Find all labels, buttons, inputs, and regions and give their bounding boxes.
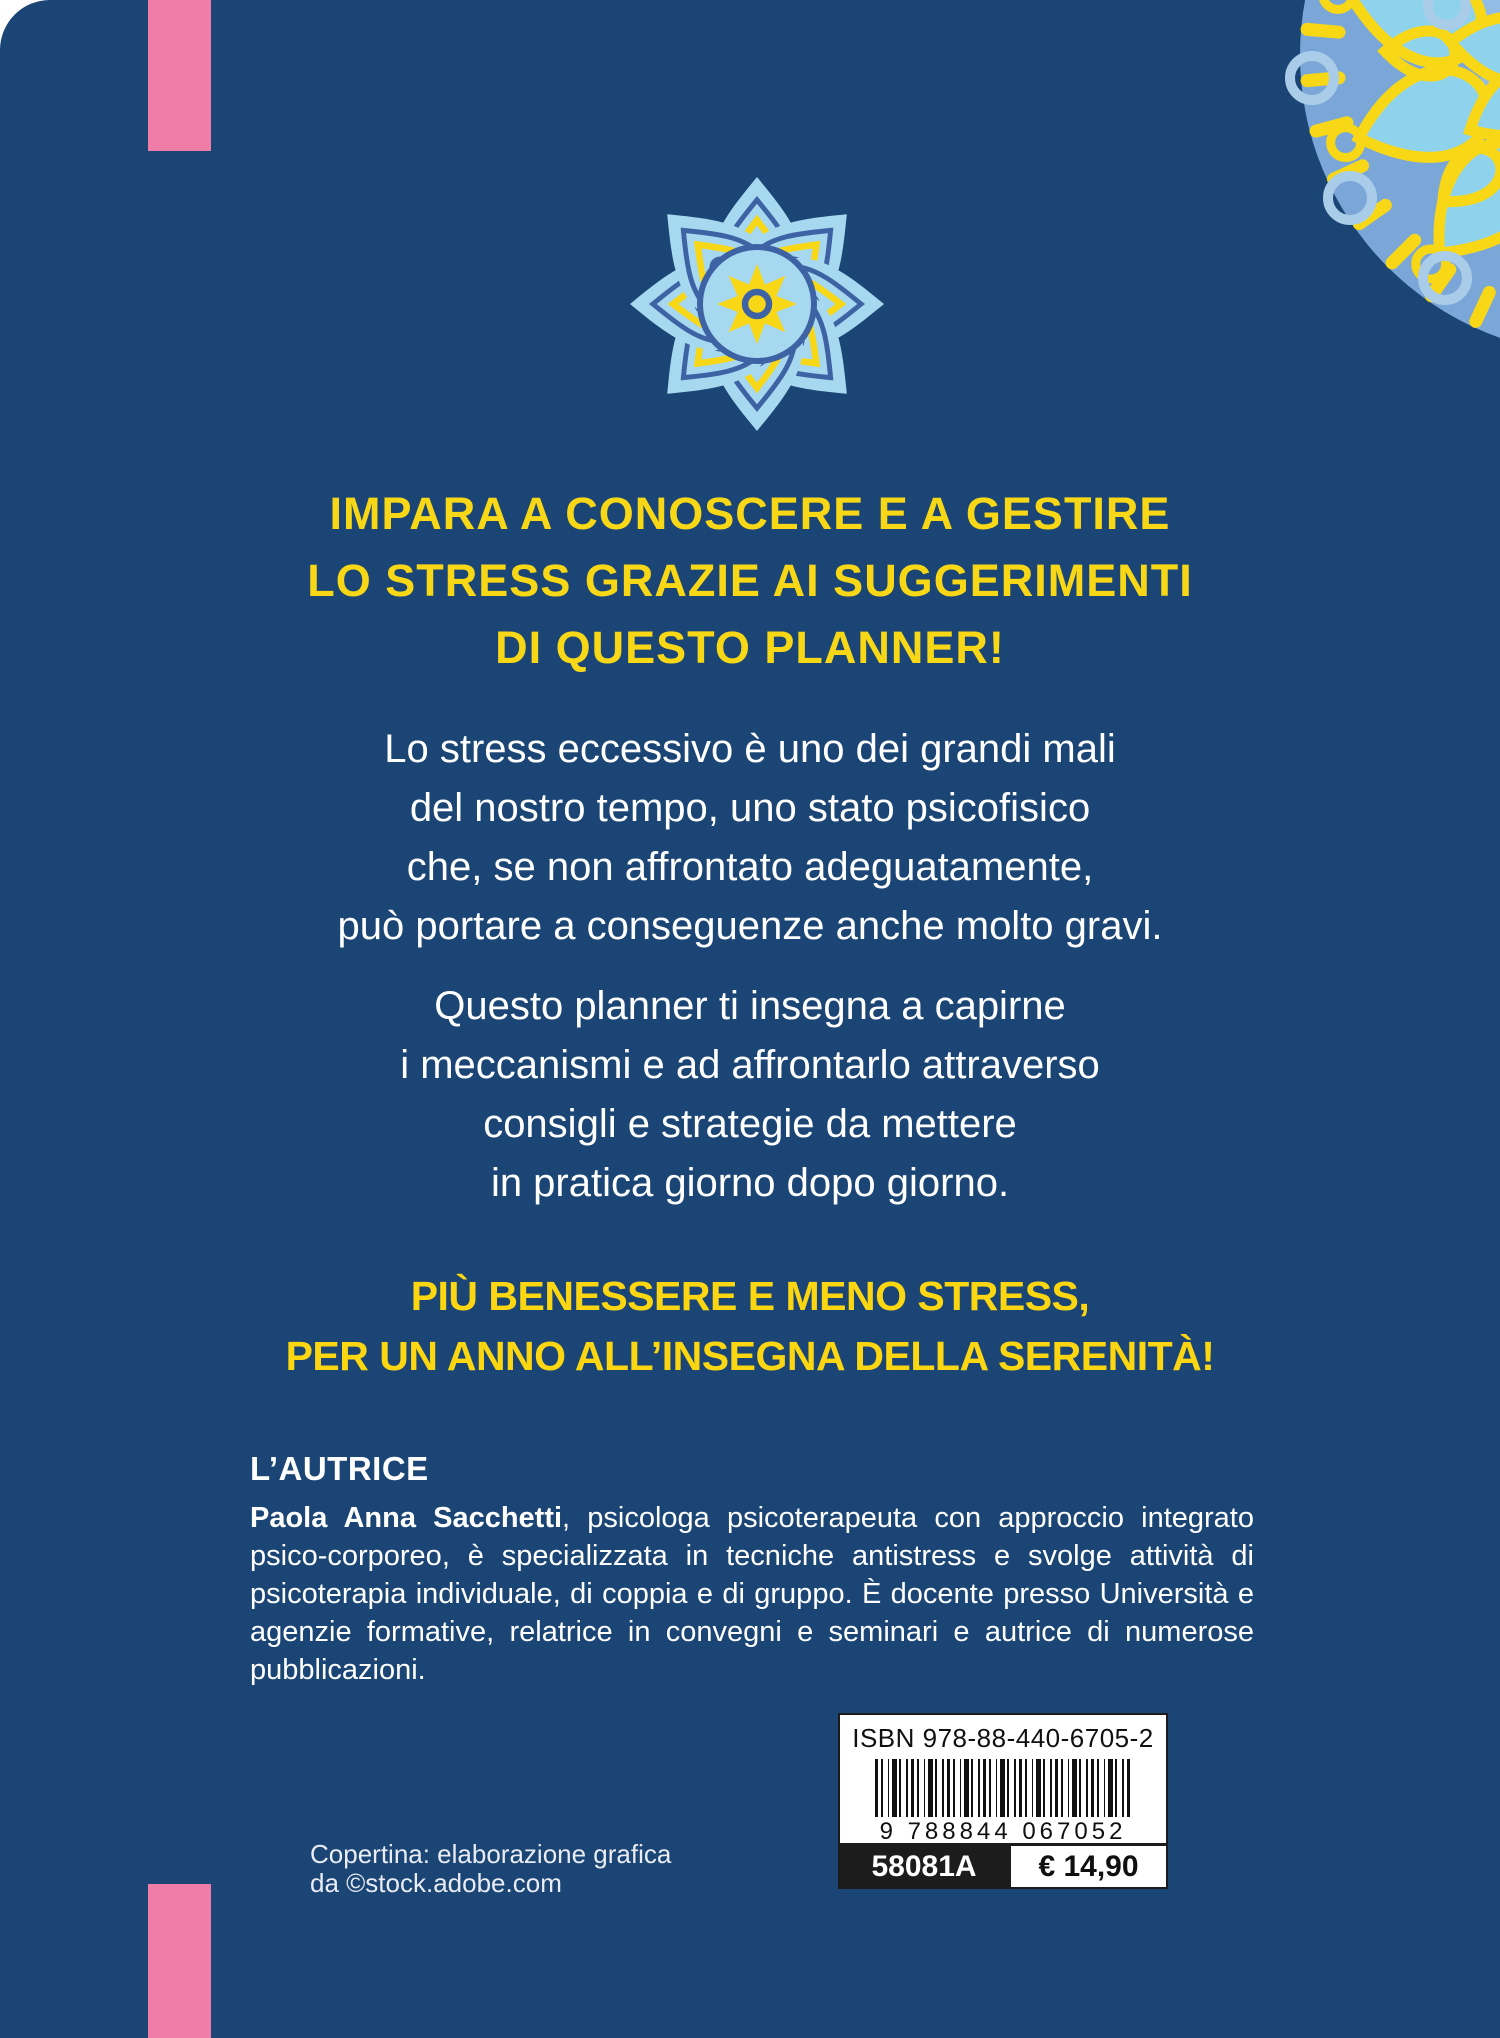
- author-heading: L’AUTRICE: [250, 1450, 429, 1487]
- credit-line: da ©stock.adobe.com: [310, 1868, 562, 1898]
- planner-line: Questo planner ti insegna a capirne: [434, 984, 1066, 1028]
- intro-paragraph: [0, 720, 1500, 956]
- intro-line: Lo stress eccessivo è uno dei grandi mali: [384, 727, 1116, 771]
- planner-line: in pratica giorno dopo giorno.: [490, 1161, 1010, 1205]
- author-bio-text: , psicologa psicoterapeuta con approccio integrato psico-corporeo, è specializzata in tecniche antistress e svolge attività di psicoterapia individuale, di coppia e di gruppo. È docente presso Università e agenzie formative, relatrice in convegni e seminari e autrice di numerose pubblicazioni.: [250, 1502, 1254, 1686]
- barcode-digits: 9 788844 067052: [879, 1818, 1127, 1845]
- intro-line: del nostro tempo, uno stato psicofisico: [409, 786, 1091, 830]
- product-code: 58081A: [840, 1846, 1008, 1887]
- barcode-footer-row: [840, 1843, 1166, 1887]
- intro-line: che, se non affrontato adeguatamente,: [406, 845, 1094, 889]
- headline-line: LO STRESS GRAZIE AI SUGGERIMENTI: [307, 555, 1193, 606]
- planner-line: consigli e strategie da mettere: [483, 1102, 1017, 1146]
- corner-mandala-illustration: [1130, 0, 1500, 360]
- headline-line: IMPARA A CONOSCERE E A GESTIRE: [329, 488, 1171, 539]
- author-section: [250, 1450, 1254, 1689]
- barcode-panel: [838, 1713, 1168, 1889]
- price: € 14,90: [1008, 1846, 1166, 1887]
- slogan-line: PER UN ANNO ALL’INSEGNA DELLA SERENITÀ!: [285, 1333, 1215, 1379]
- flower-mandala-illustration: [627, 174, 887, 434]
- ean-barcode: [875, 1759, 1131, 1817]
- benefits-slogan: [0, 1266, 1500, 1386]
- cover-credit: [310, 1840, 671, 1898]
- pink-spine-tab-bottom: [148, 1884, 211, 2038]
- planner-line: i meccanismi e ad affrontarlo attraverso: [400, 1043, 1100, 1087]
- slogan-line: PIÙ BENESSERE E MENO STRESS,: [410, 1273, 1090, 1319]
- planner-paragraph: [0, 977, 1500, 1213]
- author-bio: [250, 1499, 1254, 1689]
- intro-line: può portare a conseguenze anche molto gravi.: [337, 904, 1163, 948]
- isbn-label: ISBN 978-88-440-6705-2: [852, 1723, 1154, 1753]
- credit-line: Copertina: elaborazione grafica: [310, 1839, 672, 1869]
- headline: [0, 480, 1500, 681]
- pink-spine-tab-top: [148, 0, 211, 151]
- headline-line: DI QUESTO PLANNER!: [495, 622, 1005, 673]
- author-name: Paola Anna Sacchetti: [250, 1502, 563, 1534]
